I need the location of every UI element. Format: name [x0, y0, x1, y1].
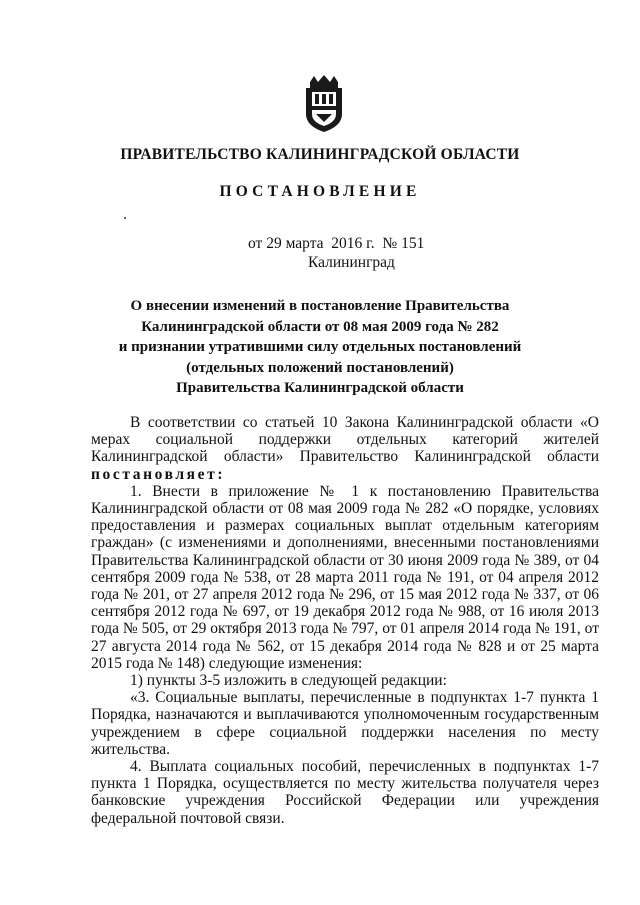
title-line: Правительства Калининградской области [176, 380, 464, 396]
government-name: ПРАВИТЕЛЬСТВО КАЛИНИНГРАДСКОЙ ОБЛАСТИ [120, 146, 520, 163]
title-line: (отдельных положений постановлений) [186, 359, 454, 376]
point-3-paragraph: «3. Социальные выплаты, перечисленные в подпунктах 1-7 пункта 1 Порядка, назначаются и выплачиваются уполномоченным государственным учреждением в сфере социальной поддержки населения по месту жительства. [91, 689, 599, 758]
document-title [60, 296, 580, 399]
resolves-word: постановляет: [91, 465, 226, 483]
preamble-text: В соответствии со статьей 10 Закона Калининградской области «О мерах социальной поддержки отдельных категорий жителей Калининградской области» Правительство Калининградской области [91, 414, 599, 466]
title-line: и признании утратившими силу отдельных постановлений [118, 339, 522, 355]
city-name: Калининград [308, 254, 395, 271]
point-4-paragraph: 4. Выплата социальных пособий, перечисленных в подпунктах 1-7 пункта 1 Порядка, осуществляется по месту жительства получателя через банковские учреждения Российской Федерации или учреждения федеральной почтовой связи. [91, 758, 599, 827]
scan-speck [124, 217, 126, 219]
date-number-line: от 29 марта 2016 г. № 151 [248, 235, 425, 252]
preamble-paragraph [91, 414, 599, 483]
item-1-paragraph: 1. Внести в приложение № 1 к постановлению Правительства Калининградской области от 08 мая 2009 года № 282 «О порядке, условиях предоставления и размерах социальных выплат отдельным категориям граждан» (с изменениями и дополнениями, внесенными постановлениями Правительства Калининградской области от 30 июня 2009 года № 389, от 04 сентября 2009 года № 538, от 28 марта 2011 года № 191, от 04 апреля 2012 года № 201, от 27 апреля 2012 года № 296, от 15 мая 2012 года № 337, от 06 сентября 2012 года № 697, от 19 декабря 2012 года № 988, от 16 июля 2013 года № 505, от 29 октября 2013 года № 797, от 01 апреля 2014 года № 191, от 27 августа 2014 года № 562, от 15 декабря 2014 года № 828 и от 25 марта 2015 года № 148) следующие изменения: [91, 482, 599, 672]
coat-of-arms-emblem [302, 74, 346, 134]
title-line: О внесении изменений в постановление Правительства [130, 298, 510, 314]
subitem-1-paragraph: 1) пункты 3-5 изложить в следующей редакции: [130, 672, 447, 690]
document-type: ПОСТАНОВЛЕНИЕ [219, 183, 421, 200]
title-line: Калининградской области от 08 мая 2009 года № 282 [141, 318, 499, 335]
document-body [91, 414, 599, 827]
